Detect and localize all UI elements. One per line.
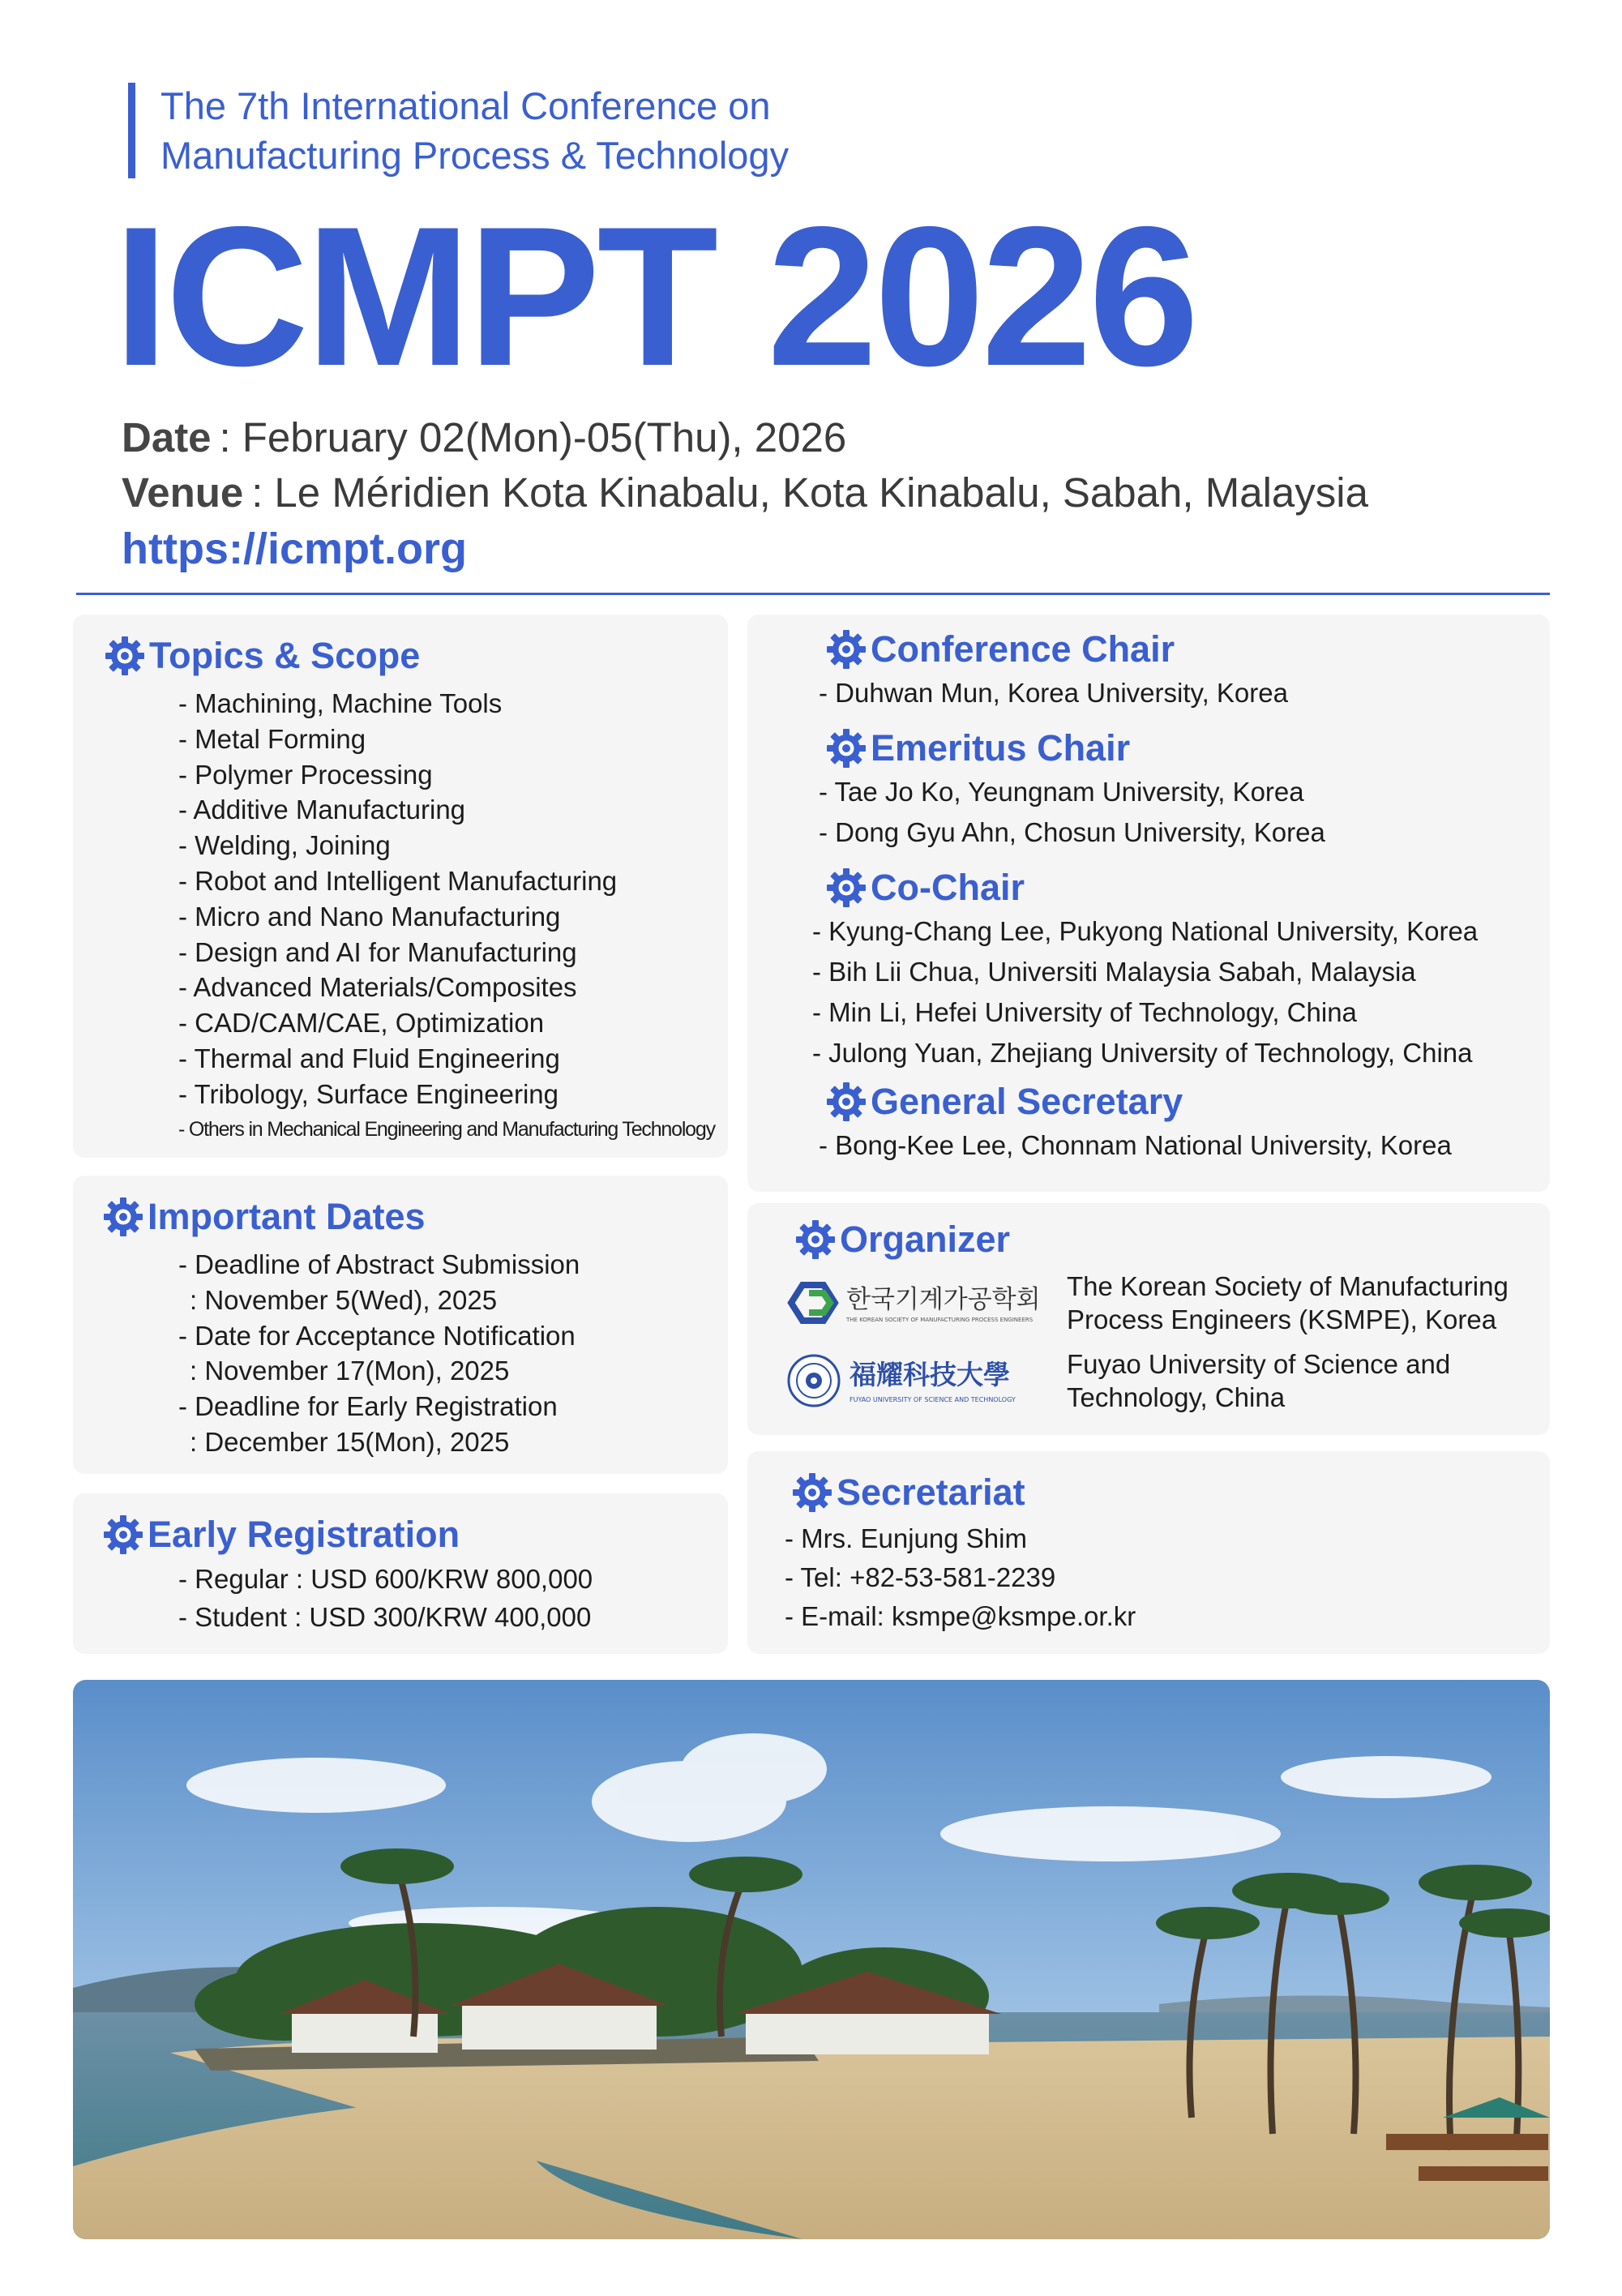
fuyao-name-line-1: Fuyao University of Science and [1067,1349,1451,1379]
venue-info [122,467,1368,519]
page-title: ICMPT 2026 [113,185,1196,407]
list-item: - Thermal and Fluid Engineering [178,1043,560,1073]
gear-icon [105,636,144,675]
header-divider [76,593,1550,595]
early-registration-heading [104,1511,728,1558]
gear-icon [827,1082,866,1121]
general-secretary-heading-text: General Secretary [871,1081,1183,1122]
beach-resort-illustration [73,1680,1550,2239]
list-item: - Welding, Joining [178,830,391,861]
date-info [122,412,846,464]
ksmpe-logo-text: 한국기계가공학회 [846,1285,1041,1314]
topics-list [178,686,728,1147]
emeritus-chair-heading [827,725,1550,772]
co-chair-heading-text: Co-Chair [871,867,1025,908]
co-chair-heading [827,864,1550,911]
fuyao-logo [785,1351,1044,1410]
co-chair-list [812,911,1550,1073]
list-item: - Julong Yuan, Zhejiang University of Technology, China [812,1038,1473,1068]
list-item: - E-mail: ksmpe@ksmpe.or.kr [785,1601,1136,1631]
fuyao-logo-subtext: FUYAO UNIVERSITY OF SCIENCE AND TECHNOLOGY [850,1396,1016,1403]
conference-chair-list [819,673,1550,713]
ksmpe-logo [785,1274,1044,1332]
general-secretary-heading [827,1078,1550,1125]
conference-subtitle [160,81,789,180]
ksmpe-name [1067,1270,1509,1336]
venue-value: Le Méridien Kota Kinabalu, Kota Kinabalu, Sabah, Malaysia [274,469,1368,516]
secretariat-card [747,1451,1550,1654]
list-item: - Deadline for Early Registration [178,1391,558,1422]
website-link[interactable]: https://icmpt.org [122,525,467,573]
organizer-fuyao [785,1347,1550,1414]
gear-icon [827,729,866,768]
fuyao-name [1067,1347,1450,1414]
list-item: - Bong-Kee Lee, Chonnam National University, Korea [819,1130,1452,1160]
list-item: - Metal Forming [178,723,366,754]
important-dates-list [178,1247,728,1460]
list-item: - Others in Mechanical Engineering and Manufacturing Technology [178,1117,715,1141]
conference-chair-heading-text: Conference Chair [871,628,1175,670]
gear-icon [104,1197,143,1236]
ksmpe-name-line-1: The Korean Society of Manufacturing [1067,1271,1509,1301]
conference-chair-heading [827,626,1550,673]
ksmpe-logo-subtext: THE KOREAN SOCIETY OF MANUFACTURING PROCESS ENGINEERS [846,1317,1034,1323]
gear-icon [827,630,866,669]
list-item: : December 15(Mon), 2025 [190,1426,510,1457]
list-item: - Tribology, Surface Engineering [178,1078,558,1109]
gear-icon [104,1515,143,1554]
important-dates-heading-text: Important Dates [148,1196,426,1237]
venue-photo [73,1680,1550,2239]
list-item: - Mrs. Eunjung Shim [785,1523,1027,1553]
emeritus-chair-heading-text: Emeritus Chair [871,727,1131,769]
list-item: - Dong Gyu Ahn, Chosun University, Korea [819,817,1325,847]
fuyao-name-line-2: Technology, China [1067,1382,1286,1412]
list-item: - Advanced Materials/Composites [178,972,577,1003]
list-item: - Polymer Processing [178,759,433,790]
venue-separator: : [251,469,263,516]
list-item: - Tae Jo Ko, Yeungnam University, Korea [819,777,1304,807]
accent-bar [128,83,135,178]
fuyao-logo-text: 福耀科技大學 [850,1359,1010,1390]
secretariat-heading [793,1469,1550,1516]
topics-card [73,615,728,1158]
organizer-ksmpe [785,1270,1550,1336]
early-registration-list [178,1560,728,1636]
list-item: - Regular : USD 600/KRW 800,000 [178,1564,593,1594]
list-item: - Student : USD 300/KRW 400,000 [178,1602,592,1632]
subtitle-line-1: The 7th International Conference on [160,84,771,127]
gear-icon [827,868,866,907]
list-item: - Deadline of Abstract Submission [178,1249,580,1279]
list-item: - Duhwan Mun, Korea University, Korea [819,678,1288,708]
list-item: - Date for Acceptance Notification [178,1320,576,1351]
organizer-heading-text: Organizer [840,1219,1011,1260]
date-separator: : [219,414,231,460]
list-item: - Machining, Machine Tools [178,688,503,718]
topics-heading-text: Topics & Scope [149,635,421,676]
list-item: - Bih Lii Chua, Universiti Malaysia Sabah, Malaysia [812,957,1416,987]
early-registration-card [73,1493,728,1654]
list-item: : November 5(Wed), 2025 [190,1284,498,1315]
organizer-heading [796,1216,1550,1263]
committee-card [747,615,1550,1192]
list-item: - Kyung-Chang Lee, Pukyong National University, Korea [812,916,1479,946]
venue-label: Venue [122,469,244,516]
important-dates-card [73,1176,728,1474]
date-label: Date [122,414,212,460]
organizer-card [747,1203,1550,1435]
list-item: - Micro and Nano Manufacturing [178,901,561,932]
important-dates-heading [104,1193,728,1240]
secretariat-heading-text: Secretariat [837,1471,1025,1513]
list-item: - Robot and Intelligent Manufacturing [178,865,618,896]
early-registration-heading-text: Early Registration [148,1514,460,1555]
list-item: - Design and AI for Manufacturing [178,936,577,967]
general-secretary-list [819,1125,1550,1166]
list-item: - Additive Manufacturing [178,795,466,825]
secretariat-list [785,1519,1550,1636]
subtitle-line-2: Manufacturing Process & Technology [160,134,790,177]
list-item: - Tel: +82-53-581-2239 [785,1562,1056,1592]
gear-icon [796,1220,835,1259]
gear-icon [793,1473,832,1512]
ksmpe-name-line-2: Process Engineers (KSMPE), Korea [1067,1304,1497,1334]
list-item: : November 17(Mon), 2025 [190,1356,510,1386]
emeritus-chair-list [819,772,1550,853]
topics-heading [105,632,728,679]
date-value: February 02(Mon)-05(Thu), 2026 [242,414,847,460]
list-item: - Min Li, Hefei University of Technology, China [812,997,1357,1027]
list-item: - CAD/CAM/CAE, Optimization [178,1008,545,1039]
